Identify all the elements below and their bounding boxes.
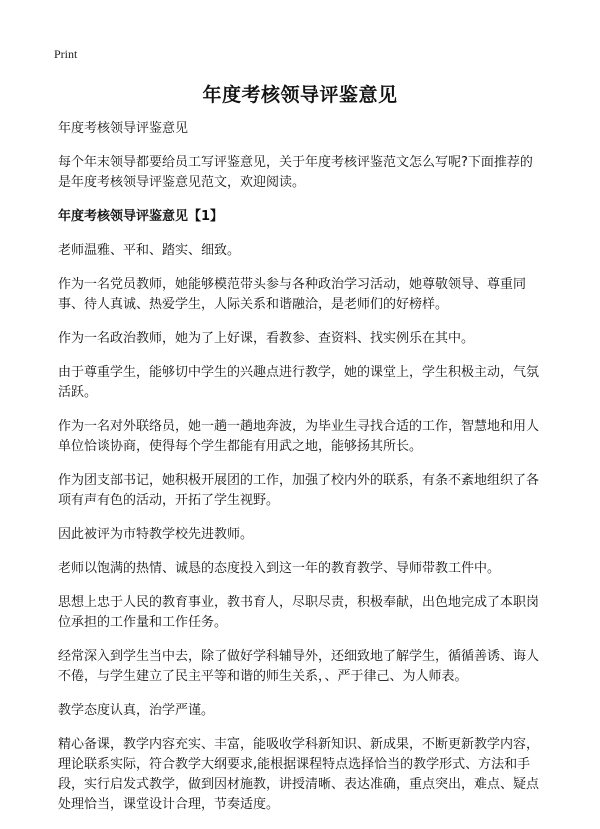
paragraph: 作为一名对外联络员，她一趟一趟地奔波，为毕业生寻找合适的工作，智慧地和用人单位恰谈协商，使得每个学生都能有用武之地，能够扬其所长。 — [58, 419, 540, 454]
paragraph: 每个年末领导都要给员工写评鉴意见，关于年度考核评鉴范文怎么写呢?下面推荐的是年度考核领导评鉴意见范文，欢迎阅读。 — [58, 155, 533, 190]
paragraph: 老师温雅、平和、踏实、细致。 — [58, 243, 241, 258]
paragraph: 老师以饱满的热情、诚恳的态度投入到这一年的教育教学、导师带教工件中。 — [58, 561, 501, 576]
print-link[interactable]: Print — [54, 47, 78, 61]
paragraph: 作为一名政治教师，她为了上好课，看教参、查资料、找实例乐在其中。 — [58, 331, 475, 346]
page-title: 年度考核领导评鉴意见 — [202, 84, 398, 106]
paragraph: 因此被评为市特教学校先进教师。 — [58, 527, 254, 542]
paragraph: 思想上忠于人民的教育事业，教书育人，尽职尽责，积极奉献，出色地完成了本职岗位承担的工作量和工作任务。 — [58, 595, 540, 630]
paragraph: 由于尊重学生，能够切中学生的兴趣点进行教学，她的课堂上，学生积极主动，气氛活跃。 — [58, 365, 540, 400]
section-heading: 年度考核领导评鉴意见【1】 — [58, 209, 224, 224]
article-body — [58, 119, 544, 829]
paragraph: 教学态度认真，治学严谨。 — [58, 703, 215, 718]
paragraph: 年度考核领导评鉴意见 — [58, 121, 189, 136]
paragraph: 经常深入到学生当中去，除了做好学科辅导外，还细致地了解学生，循循善诱、诲人不倦，与学生建立了民主平等和谐的师生关系，、严于律己、为人师表。 — [58, 649, 540, 684]
paragraph: 精心备课，教学内容充实、丰富，能吸收学科新知识、新成果，不断更新教学内容，理论联系实际，符合教学大纲要求,能根据课程特点选择恰当的教学形式、方法和手段，实行启发式教学，做到因材施教，讲授清晰、表达准确，重点突出，难点、疑点处理恰当，课堂设计合理，节奏适度。 — [58, 737, 540, 812]
paragraph: 作为团支部书记，她积极开展团的工作，加强了校内外的联系，有条不紊地组织了各项有声有色的活动，开拓了学生视野。 — [58, 473, 540, 508]
paragraph: 作为一名党员教师，她能够模范带头参与各种政治学习活动，她尊敬领导、尊重同事、待人真诚、热爱学生，人际关系和谐融洽，是老师们的好榜样。 — [58, 277, 527, 312]
